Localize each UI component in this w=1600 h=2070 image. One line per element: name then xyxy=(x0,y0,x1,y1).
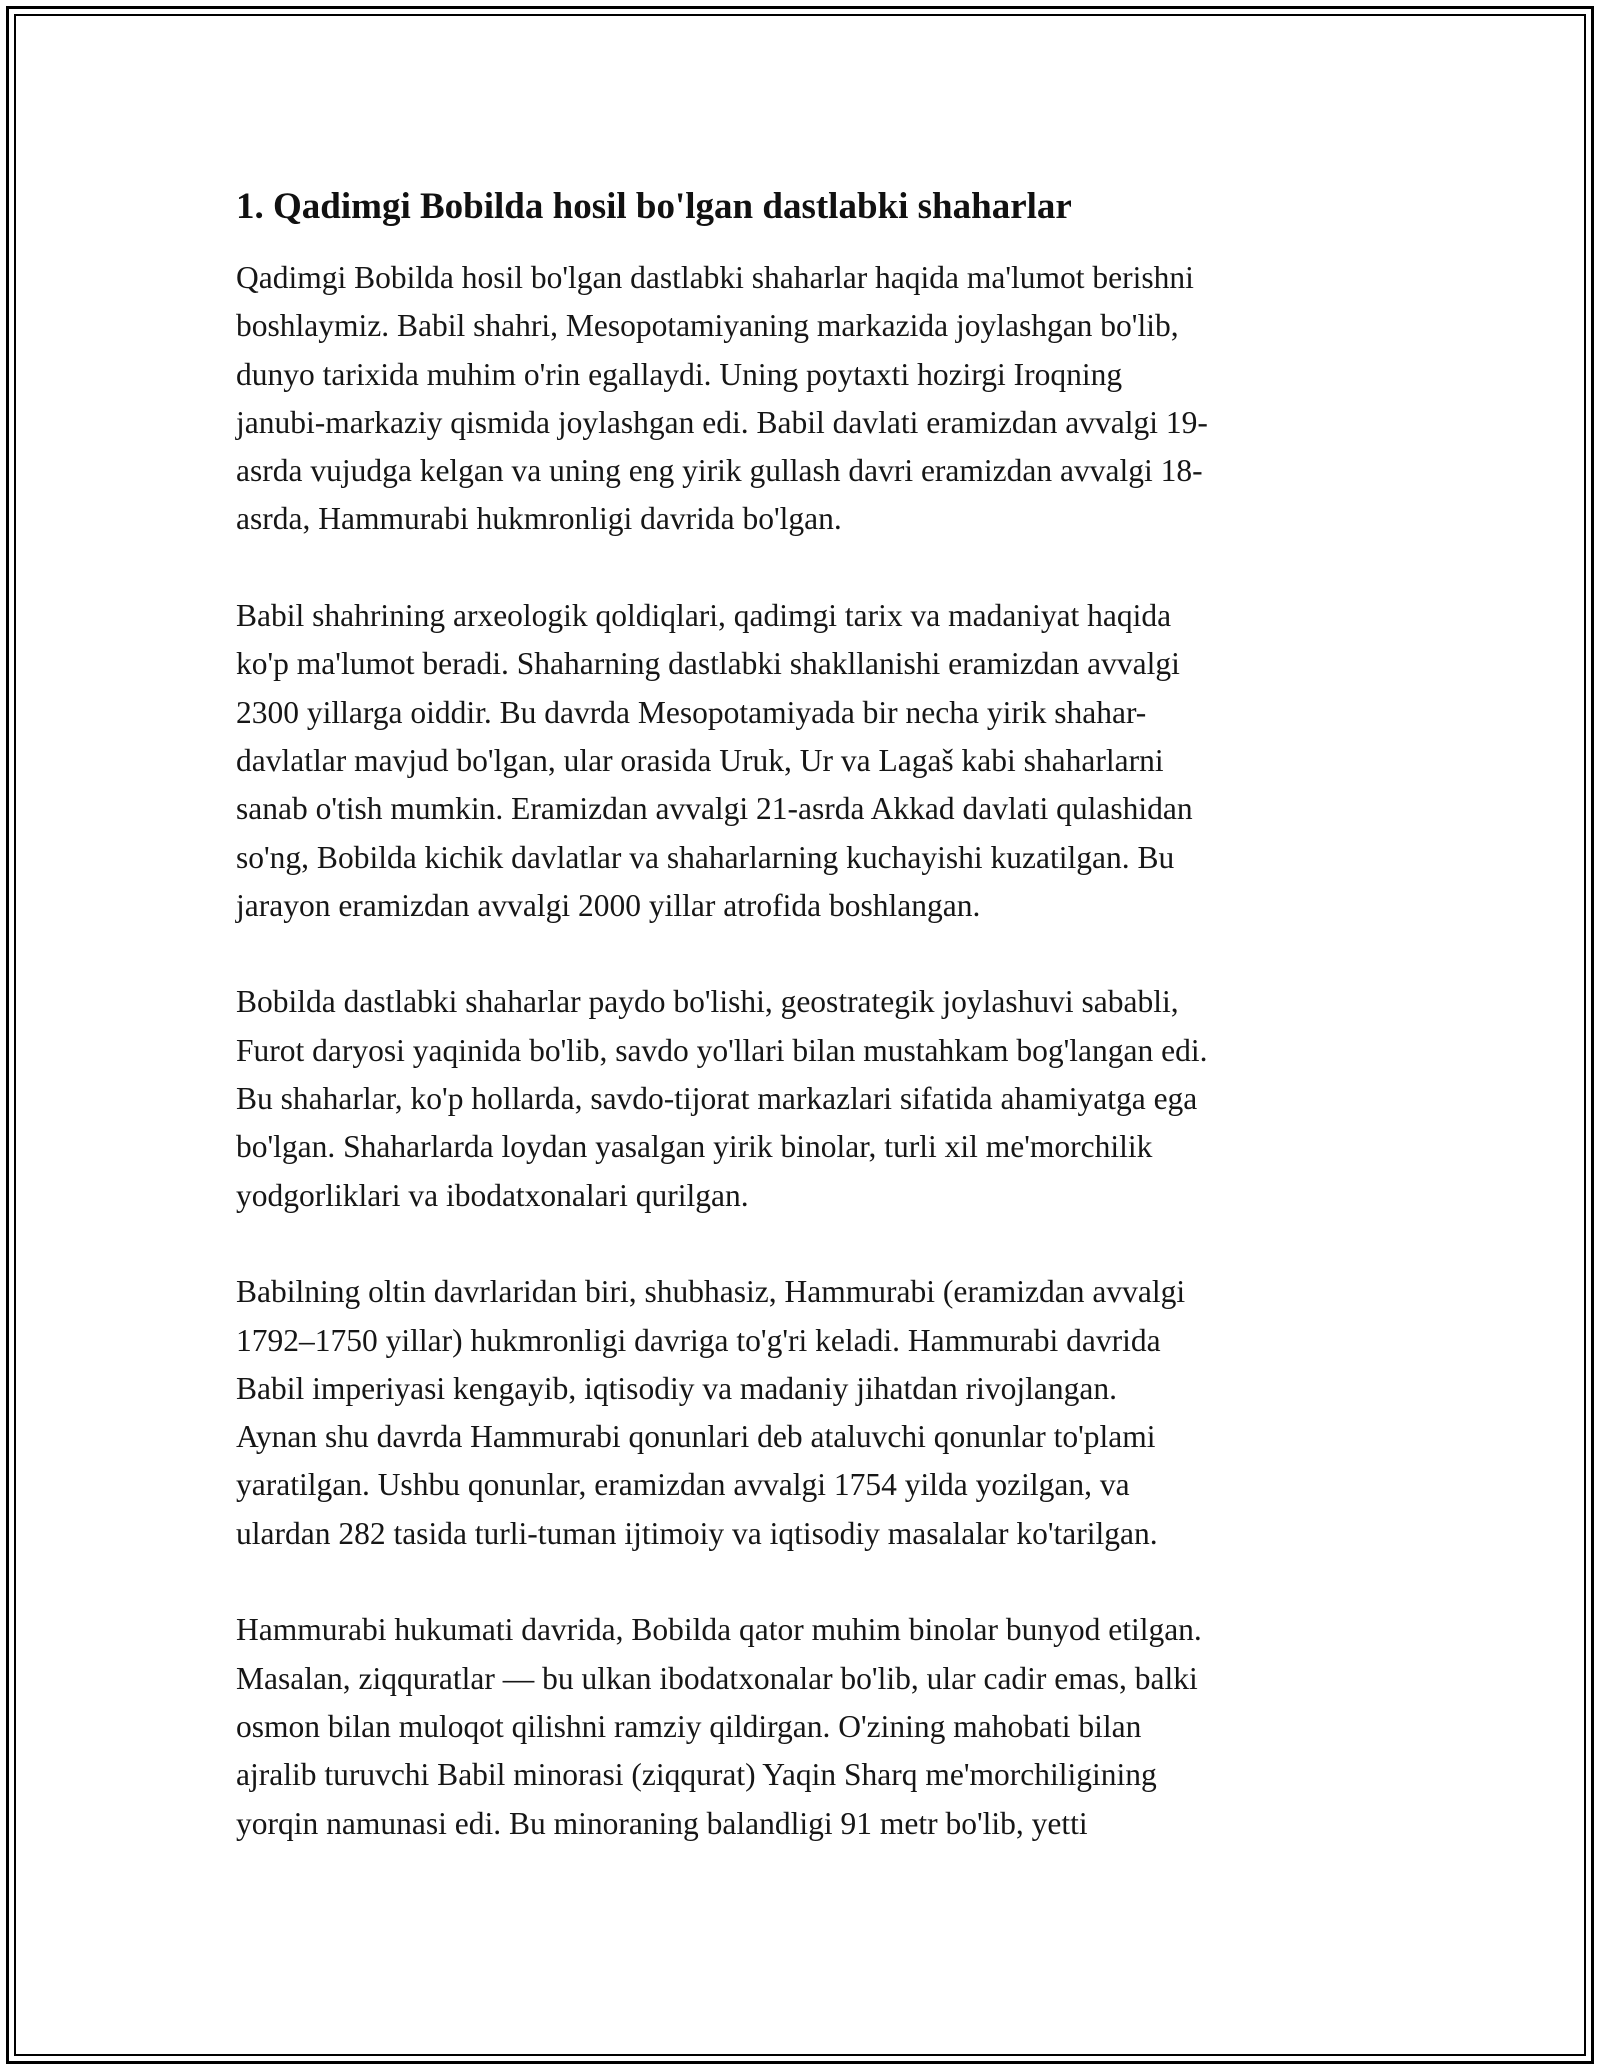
document-body xyxy=(236,184,1376,1896)
paragraph-5: Hammurabi hukumati davrida, Bobilda qator muhim binolar bunyod etilgan. Masalan, ziqquratlar — bu ulkan ibodatxonalar bo'lib, ular cadir emas, balki osmon bilan muloqot qilishni ramziy qildirgan. O'zining mahobati bilan ajralib turuvchi Babil minorasi (ziqqurat) Yaqin Sharq me'morchiligining yorqin namunasi edi. Bu minoraning balandligi 91 metr bo'lib, yetti xyxy=(236,1612,1202,1841)
paragraph-1: Qadimgi Bobilda hosil bo'lgan dastlabki shaharlar haqida ma'lumot berishni boshlaymiz. Babil shahri, Mesopotamiyaning markazida joylashgan bo'lib, dunyo tarixida muhim o'rin egallaydi. Uning poytaxti hozirgi Iroqning janubi-markaziy qismida joylashgan edi. Babil davlati eramizdan avvalgi 19- asrda vujudga kelgan va uning eng yirik gullash davri eramizdan avvalgi 18- asrda, Hammurabi hukmronligi davrida bo'lgan. xyxy=(236,260,1208,537)
document-title: 1. Qadimgi Bobilda hosil bo'lgan dastlabki shaharlar xyxy=(236,186,1072,227)
paragraph-2: Babil shahrining arxeologik qoldiqlari, qadimgi tarix va madaniyat haqida ko'p ma'lumot beradi. Shaharning dastlabki shakllanishi eramizdan avvalgi 2300 yillarga oiddir. Bu davrda Mesopotamiyada bir necha yirik shahar- davlatlar mavjud bo'lgan, ular orasida Uruk, Ur va Lagaš kabi shaharlarni sanab o'tish mumkin. Eramizdan avvalgi 21-asrda Akkad davlati qulashidan so'ng, Bobilda kichik davlatlar va shaharlarning kuchayishi kuzatilgan. Bu jarayon eramizdan avvalgi 2000 yillar atrofida boshlangan. xyxy=(236,598,1193,923)
paragraph-4: Babilning oltin davrlaridan biri, shubhasiz, Hammurabi (eramizdan avvalgi 1792–1750 yillar) hukmronligi davriga to'g'ri keladi. Hammurabi davrida Babil imperiyasi kengayib, iqtisodiy va madaniy jihatdan rivojlangan. Aynan shu davrda Hammurabi qonunlari deb ataluvchi qonunlar to'plami yaratilgan. Ushbu qonunlar, eramizdan avvalgi 1754 yilda yozilgan, va ulardan 282 tasida turli-tuman ijtimoiy va iqtisodiy masalalar ko'tarilgan. xyxy=(236,1274,1186,1551)
paragraph-3: Bobilda dastlabki shaharlar paydo bo'lishi, geostrategik joylashuvi sababli, Furot daryosi yaqinida bo'lib, savdo yo'llari bilan mustahkam bog'langan edi. Bu shaharlar, ko'p hollarda, savdo-tijorat markazlari sifatida ahamiyatga ega bo'lgan. Shaharlarda loydan yasalgan yirik binolar, turli xil me'morchilik yodgorliklari va ibodatxonalari qurilgan. xyxy=(236,984,1208,1213)
